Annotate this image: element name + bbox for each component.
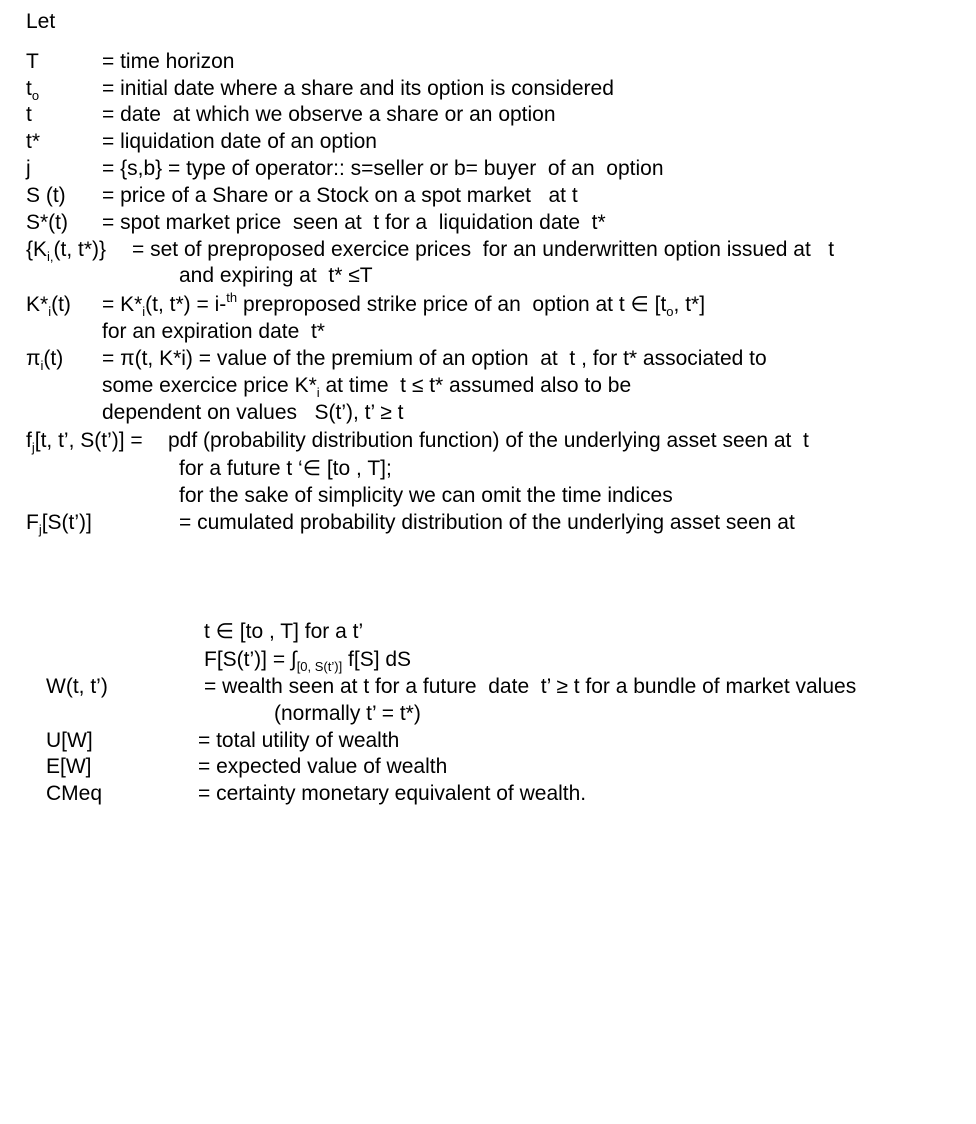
def-desc-Kset: = set of preproposed exercice prices for an underwritten option issued at t	[132, 238, 835, 261]
def-symbol-j: j	[26, 157, 31, 180]
def-symbol-t: t	[26, 103, 32, 126]
def-desc-pdf-cont1: for a future t ‘∈ [to , T];	[179, 457, 392, 480]
def-symbol-W: W(t, t’)	[46, 675, 108, 698]
def-symbol-E: E[W]	[46, 755, 92, 778]
def-symbol-U: U[W]	[46, 729, 93, 752]
def-desc-S: = price of a Share or a Stock on a spot market at t	[102, 184, 578, 207]
def-desc-tstar: = liquidation date of an option	[102, 130, 377, 153]
def-desc-Sstar: = spot market price seen at t for a liquidation date t*	[102, 211, 606, 234]
def-symbol-S: S (t)	[26, 184, 66, 207]
def-desc-W-cont: (normally t’ = t*)	[274, 702, 421, 725]
def-symbol-Kset: {$K_{i,}(t$, t*)}	[26, 238, 107, 264]
def-desc-t0: = initial date where a share and its option is considered	[102, 77, 614, 100]
def-desc-E: = expected value of wealth	[198, 755, 448, 778]
def-desc-pi-cont1: some exercice price $K*_i$ at time t ≤ t* assumed also to be	[102, 374, 632, 400]
def-symbol-t0: $t_o$	[26, 77, 40, 103]
def-symbol-pdf: $f_j[t$, t’, S(t’)] =	[26, 429, 143, 455]
def-desc-W: = wealth seen at t for a future date t’ ≥ t for a bundle of market values	[204, 675, 857, 698]
def-desc-pi-cont2: dependent on values S(t’), t’ ≥ t	[102, 401, 404, 424]
def-desc-U: = total utility of wealth	[198, 729, 400, 752]
def-desc-cdf: = cumulated probability distribution of the underlying asset seen at	[179, 511, 795, 534]
def-desc-Kstar-cont: for an expiration date t*	[102, 320, 325, 343]
def-symbol-Sstar: S*(t)	[26, 211, 68, 234]
def-symbol-tstar: t*	[26, 130, 41, 153]
intro-text: Let	[26, 10, 56, 33]
def-symbol-cdf: $F_j[S(t’)]$	[26, 511, 92, 537]
def-symbol-CMeq: CMeq	[46, 782, 103, 805]
cdf-range-line: t ∈ [to , T] for a t’	[204, 620, 364, 643]
def-desc-pdf-cont2: for the sake of simplicity we can omit the time indices	[179, 484, 673, 507]
def-desc-pi: = π(t, K*i) = value of the premium of an option at t , for t* associated to	[102, 347, 767, 370]
def-desc-Kset-cont: and expiring at t* ≤T	[179, 264, 373, 287]
def-symbol-T: T	[26, 50, 39, 73]
def-symbol-pi: $\pi_i(t)$	[26, 347, 64, 373]
def-desc-pdf: pdf (probability distribution function) of the underlying asset seen at t	[168, 429, 809, 452]
cdf-formula: F[S(t’)] = $\int_{[0, S(t’)]}$ f[S] dS	[204, 648, 412, 674]
def-desc-CMeq: = certainty monetary equivalent of wealth.	[198, 782, 587, 805]
def-symbol-Kstar: $K*_i(t)$	[26, 293, 71, 319]
def-desc-Kstar: = $K*_i(t$, t*) = i-$^{th}$ preproposed strike price of an option at t ∈ [$t_o$, t*]	[102, 290, 706, 319]
def-desc-j: = {s,b} = type of operator:: s=seller or b= buyer of an option	[102, 157, 664, 180]
def-desc-T: = time horizon	[102, 50, 235, 73]
def-desc-t: = date at which we observe a share or an option	[102, 103, 556, 126]
